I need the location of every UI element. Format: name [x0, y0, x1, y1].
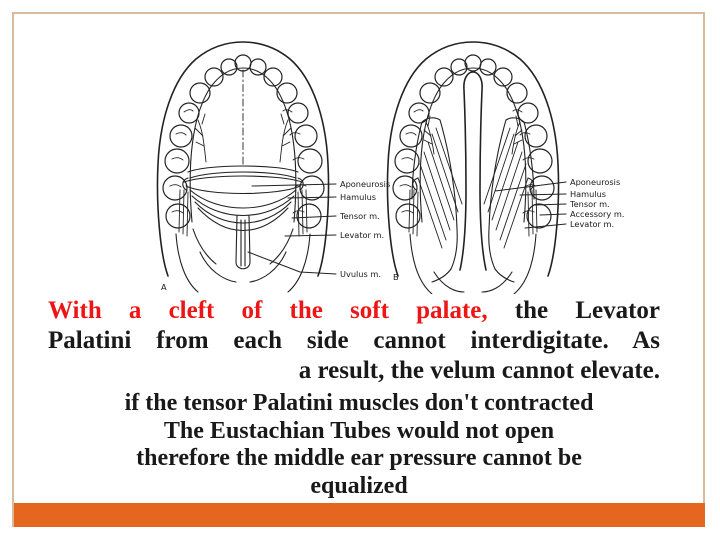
- tensor-bundles: [179, 190, 307, 236]
- pharynx-outline: [410, 234, 536, 294]
- label-aponeurosis-b: Aponeurosis: [570, 177, 621, 187]
- label-tensor-a: Tensor m.: [340, 211, 380, 221]
- label-hamulus-a: Hamulus: [340, 192, 377, 202]
- vomer-shape: [460, 72, 486, 270]
- p1-line3: a result, the velum cannot elevate.: [298, 357, 660, 384]
- levator-sling: [190, 190, 296, 231]
- palate-diagram-cleft: [378, 24, 708, 294]
- pharynx-outline: [176, 229, 310, 292]
- label-tensor-b: Tensor m.: [570, 199, 610, 209]
- panel-letter-a: A: [161, 282, 167, 292]
- p1-line2: Palatini from each side cannot interdigitate. As: [48, 327, 660, 354]
- p2-line1: if the tensor Palatini muscles don't contracted: [124, 390, 594, 416]
- label-levator-b: Levator m.: [570, 219, 615, 229]
- paragraph-eustachian-statement: [28, 390, 690, 500]
- p1-line1-rest: the Levator: [514, 297, 661, 324]
- hamulus-hooks: [183, 178, 303, 190]
- p1-line1: [48, 296, 660, 326]
- p2-line2: The Eustachian Tubes would not open: [163, 417, 555, 444]
- aponeurosis-shape: [184, 166, 302, 194]
- label-levator-a: Levator m.: [340, 230, 385, 240]
- label-hamulus-b: Hamulus: [570, 189, 607, 199]
- p2-line3: therefore the middle ear pressure cannot be: [136, 445, 582, 471]
- label-aponeurosis-a: Aponeurosis: [340, 179, 391, 189]
- teeth-row: [163, 55, 324, 228]
- paragraph-cleft-statement: [48, 296, 660, 386]
- panel-letter-b: B: [393, 272, 399, 282]
- arch-outline: [387, 42, 558, 276]
- slide-accent-bar: [14, 503, 705, 527]
- label-uvulus-a: Uvulus m.: [340, 269, 381, 279]
- p1-red-phrase: With a cleft of the soft palate,: [48, 297, 488, 324]
- cleft-muscle-fibers: [418, 128, 528, 248]
- uvula-shape: [236, 216, 250, 269]
- tensor-bundles: [409, 190, 537, 236]
- p2-line4: equalized: [310, 472, 408, 499]
- label-accessory-b: Accessory m.: [570, 209, 625, 219]
